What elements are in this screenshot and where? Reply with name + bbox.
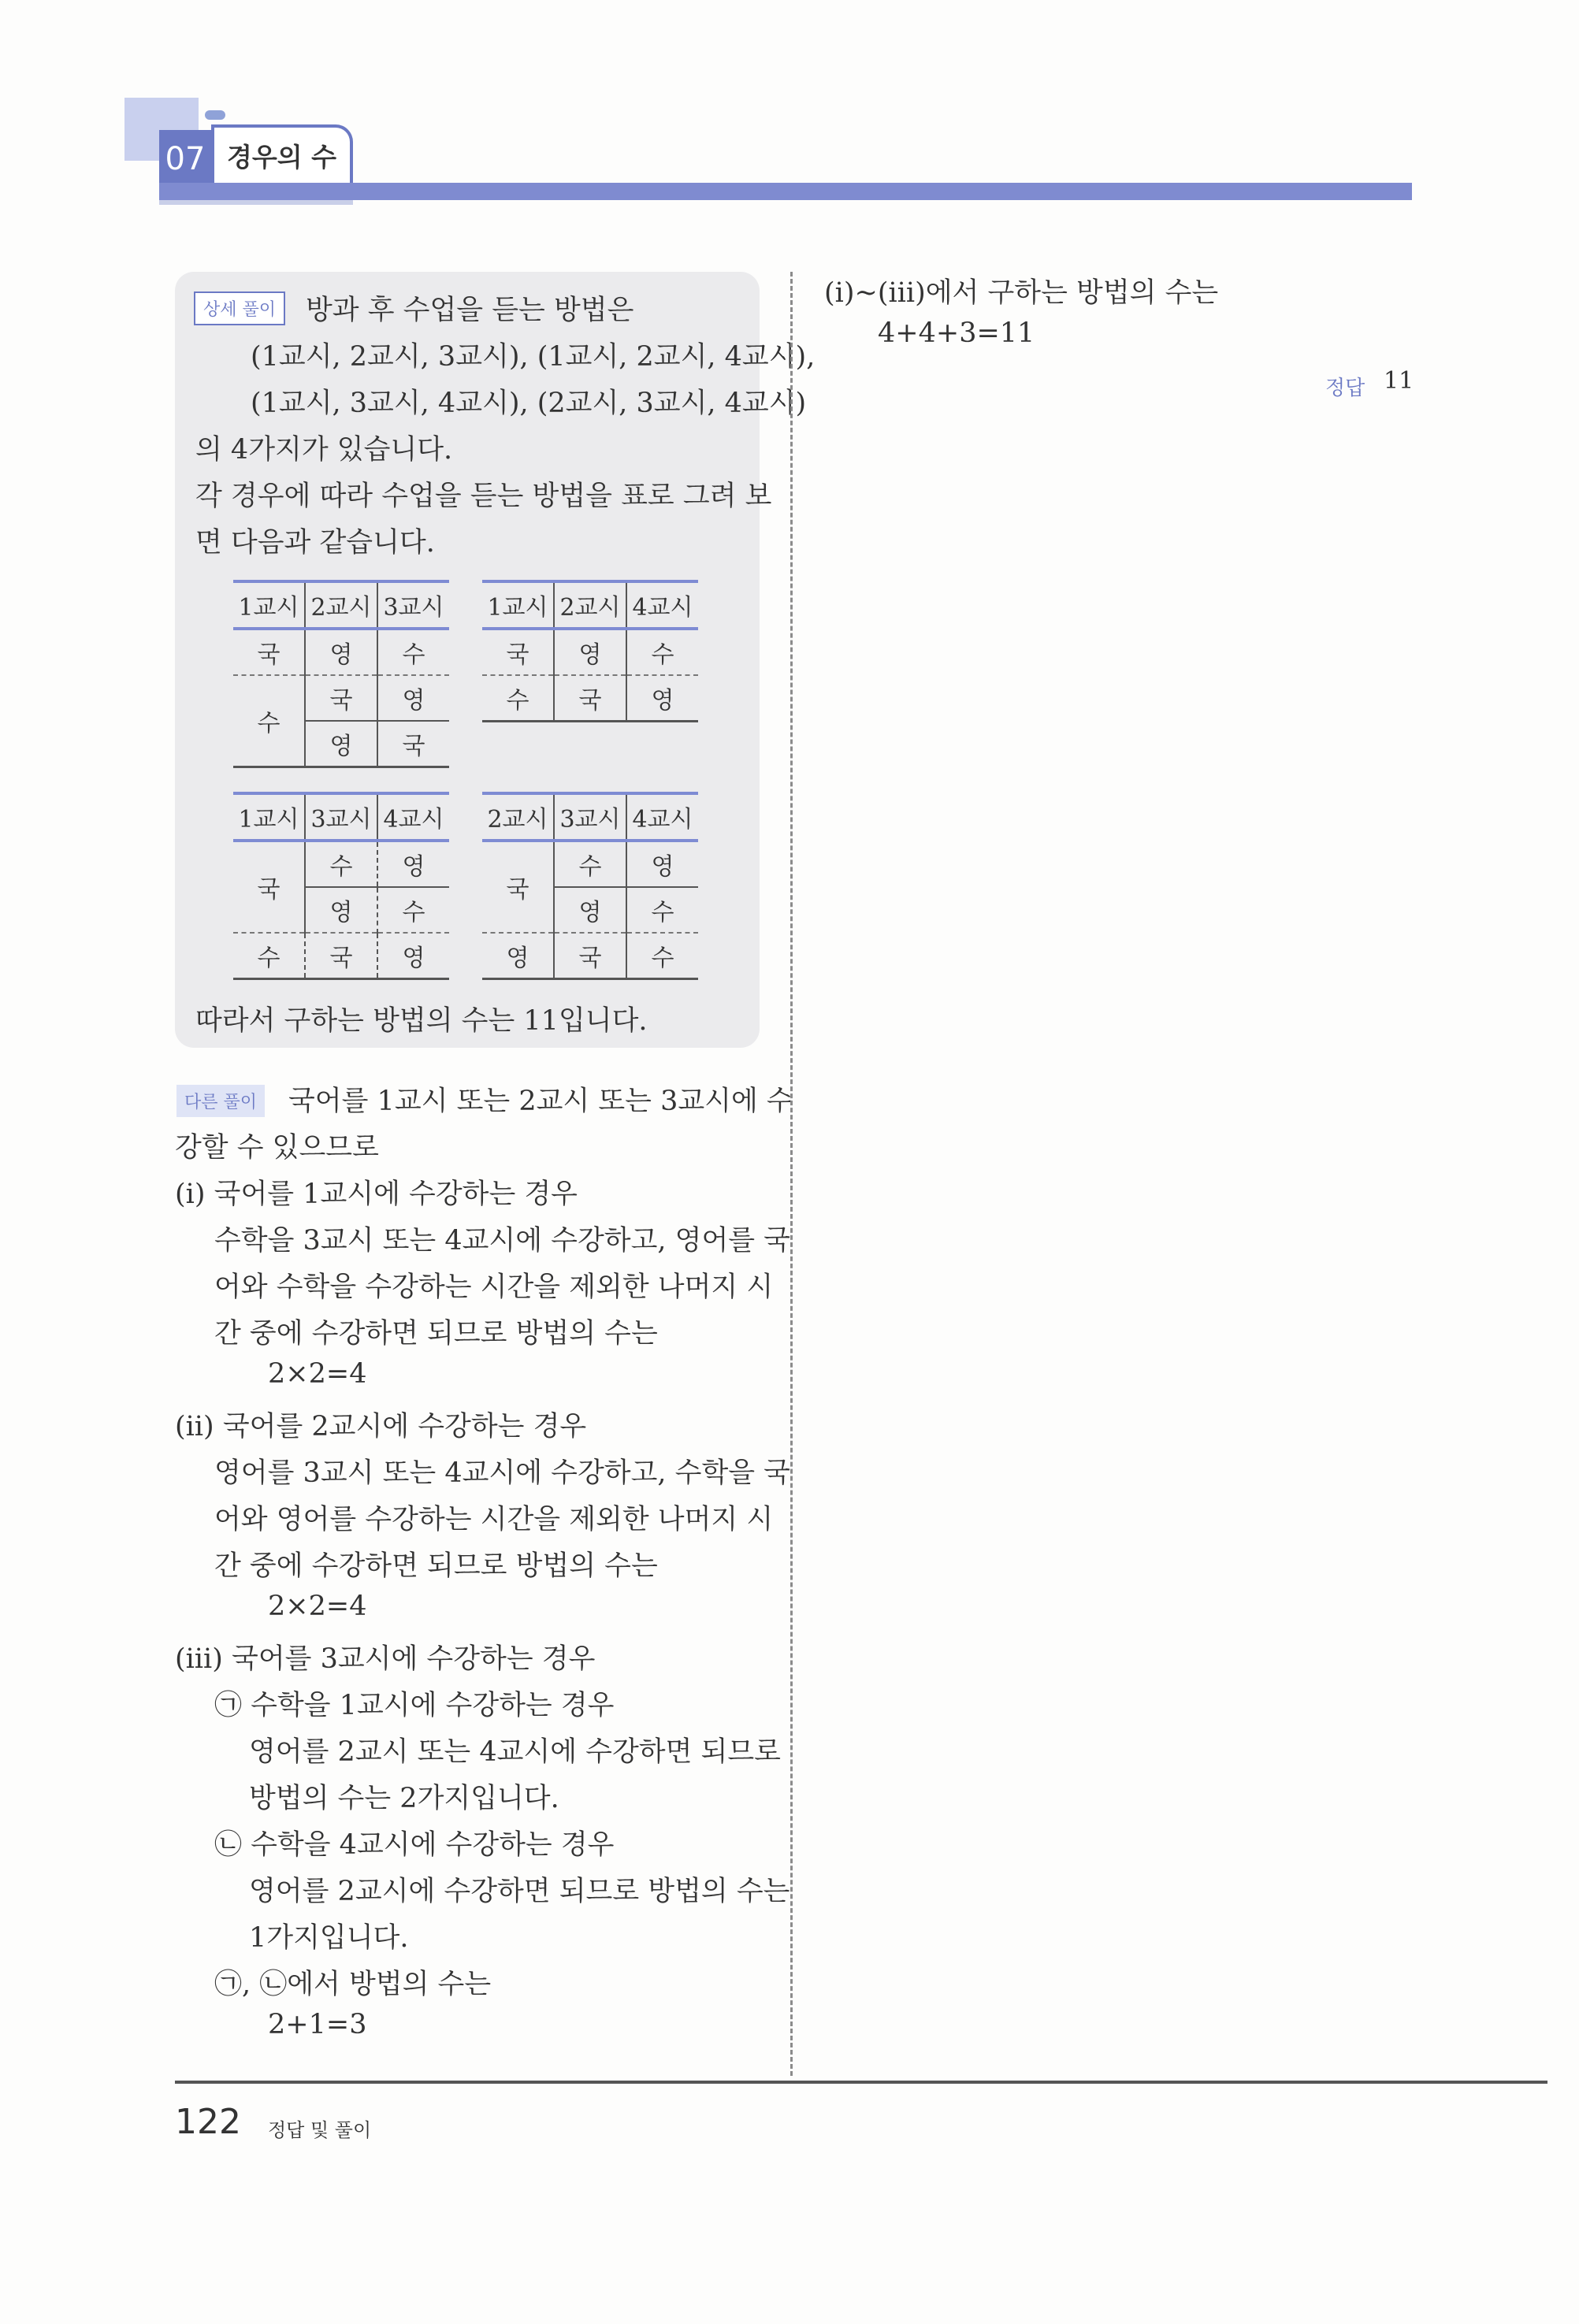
case-i-line3: 간 중에 수강하면 되므로 방법의 수는 — [214, 1318, 658, 1349]
case-iii-title: (ⅲ) 국어를 3교시에 수강하는 경우 — [175, 1643, 596, 1675]
case-i-equation: 2×2=4 — [268, 1358, 367, 1390]
case-ii-line1: 영어를 3교시 또는 4교시에 수강하고, 수학을 국 — [214, 1457, 790, 1489]
table-header-cell: 3교시 — [554, 793, 626, 841]
table-cell: 영 — [377, 675, 449, 721]
header-bar — [159, 183, 1412, 200]
table-cell: 영 — [305, 629, 377, 675]
table-cell: 영 — [377, 933, 449, 979]
footer-section-label: 정답 및 풀이 — [268, 2119, 372, 2141]
table-cell: 영 — [377, 841, 449, 887]
case-iii-b-title: ㉡ 수학을 4교시에 수강하는 경우 — [214, 1829, 615, 1861]
table-header-cell: 4교시 — [377, 793, 449, 841]
table-cell: 국 — [554, 675, 626, 722]
table-header-cell: 4교시 — [626, 793, 698, 841]
table-cell: 수 — [482, 675, 554, 722]
table-cell: 수 — [377, 887, 449, 933]
header-decor-icon — [205, 110, 225, 120]
table-header-cell: 3교시 — [377, 581, 449, 629]
case-i-title: (ⅰ) 국어를 1교시에 수강하는 경우 — [175, 1179, 578, 1210]
case-iii-equation: 2+1=3 — [268, 2009, 367, 2040]
detail-intro: 방과 후 수업을 듣는 방법은 — [306, 295, 634, 326]
table-header-cell: 1교시 — [233, 581, 305, 629]
table-case-4 — [482, 792, 698, 980]
table-cell: 영 — [626, 675, 698, 722]
section-title: 경우의 수 — [227, 142, 337, 173]
table-cell: 수 — [233, 675, 305, 767]
table-cell: 국 — [305, 933, 377, 979]
table-cell: 영 — [626, 841, 698, 887]
table-header-cell: 1교시 — [233, 793, 305, 841]
case-iii-a-line1: 영어를 2교시 또는 4교시에 수강하면 되므로 — [249, 1736, 781, 1768]
table-case-1 — [233, 580, 449, 768]
table-cell: 수 — [305, 841, 377, 887]
detail-combo-line2: (1교시, 3교시, 4교시), (2교시, 3교시, 4교시) — [251, 388, 807, 419]
total-equation: 4+4+3=11 — [878, 317, 1035, 349]
detail-line4: 각 경우에 따라 수업을 듣는 방법을 표로 그려 보 — [195, 481, 772, 512]
other-solution-badge: 다른 풀이 — [176, 1085, 265, 1117]
table-cell: 수 — [377, 629, 449, 675]
table-cell: 수 — [626, 629, 698, 675]
table-cell: 영 — [482, 933, 554, 979]
detail-line5: 면 다음과 같습니다. — [195, 527, 435, 559]
table-case-2 — [482, 580, 698, 722]
answer-label: 정답 — [1325, 377, 1365, 400]
answer-value: 11 — [1384, 367, 1414, 395]
table-cell: 국 — [257, 641, 281, 669]
table-cell: 수 — [626, 887, 698, 933]
case-iii-b-line1: 영어를 2교시에 수강하면 되므로 방법의 수는 — [249, 1876, 790, 1907]
table-cell: 국 — [554, 933, 626, 979]
footer-rule — [175, 2081, 1547, 2084]
case-i-line2: 어와 수학을 수강하는 시간을 제외한 나머지 시 — [214, 1272, 774, 1303]
table-cell: 영 — [305, 721, 377, 767]
table-cell: 영 — [554, 887, 626, 933]
table-cell: 영 — [305, 887, 377, 933]
table-cell: 수 — [233, 933, 305, 979]
case-iii-b-line2: 1가지입니다. — [249, 1922, 409, 1954]
table-header-cell: 1교시 — [482, 581, 554, 629]
case-ii-equation: 2×2=4 — [268, 1591, 367, 1622]
detail-combo-line1: (1교시, 2교시, 3교시), (1교시, 2교시, 4교시), — [251, 341, 816, 373]
case-ii-line2: 어와 영어를 수강하는 시간을 제외한 나머지 시 — [214, 1504, 774, 1535]
table-header-cell: 4교시 — [626, 581, 698, 629]
table-cell: 수 — [554, 841, 626, 887]
table-cell: 국 — [506, 641, 529, 669]
page-number: 122 — [175, 2102, 241, 2142]
case-ii-title: (ⅱ) 국어를 2교시에 수강하는 경우 — [175, 1411, 587, 1442]
header-underline — [159, 200, 353, 205]
table-cell: 영 — [554, 629, 626, 675]
case-iii-sum: ㉠, ㉡에서 방법의 수는 — [214, 1969, 492, 2000]
table-cell: 국 — [506, 876, 529, 904]
case-iii-a-title: ㉠ 수학을 1교시에 수강하는 경우 — [214, 1690, 615, 1721]
table-cell: 국 — [257, 876, 281, 904]
table-cell: 수 — [626, 933, 698, 979]
table-cell: 국 — [377, 721, 449, 767]
table-header-cell: 2교시 — [482, 793, 554, 841]
detail-solution-badge: 상세 풀이 — [194, 291, 285, 325]
case-iii-a-line2: 방법의 수는 2가지입니다. — [249, 1783, 559, 1814]
case-ii-line3: 간 중에 수강하면 되므로 방법의 수는 — [214, 1550, 658, 1582]
section-number: 07 — [159, 130, 211, 188]
other-intro1: 국어를 1교시 또는 2교시 또는 3교시에 수 — [288, 1086, 793, 1117]
detail-conclusion: 따라서 구하는 방법의 수는 11입니다. — [195, 1005, 648, 1037]
detail-line3: 의 4가지가 있습니다. — [195, 434, 453, 466]
table-header-cell: 2교시 — [554, 581, 626, 629]
case-i-line1: 수학을 3교시 또는 4교시에 수강하고, 영어를 국 — [214, 1225, 790, 1257]
table-header-cell: 2교시 — [305, 581, 377, 629]
other-intro2: 강할 수 있으므로 — [175, 1132, 379, 1164]
total-line: (ⅰ)~(ⅲ)에서 구하는 방법의 수는 — [824, 277, 1219, 309]
table-case-3 — [233, 792, 449, 980]
table-header-cell: 3교시 — [305, 793, 377, 841]
table-cell: 국 — [305, 675, 377, 721]
column-divider — [790, 272, 793, 2076]
